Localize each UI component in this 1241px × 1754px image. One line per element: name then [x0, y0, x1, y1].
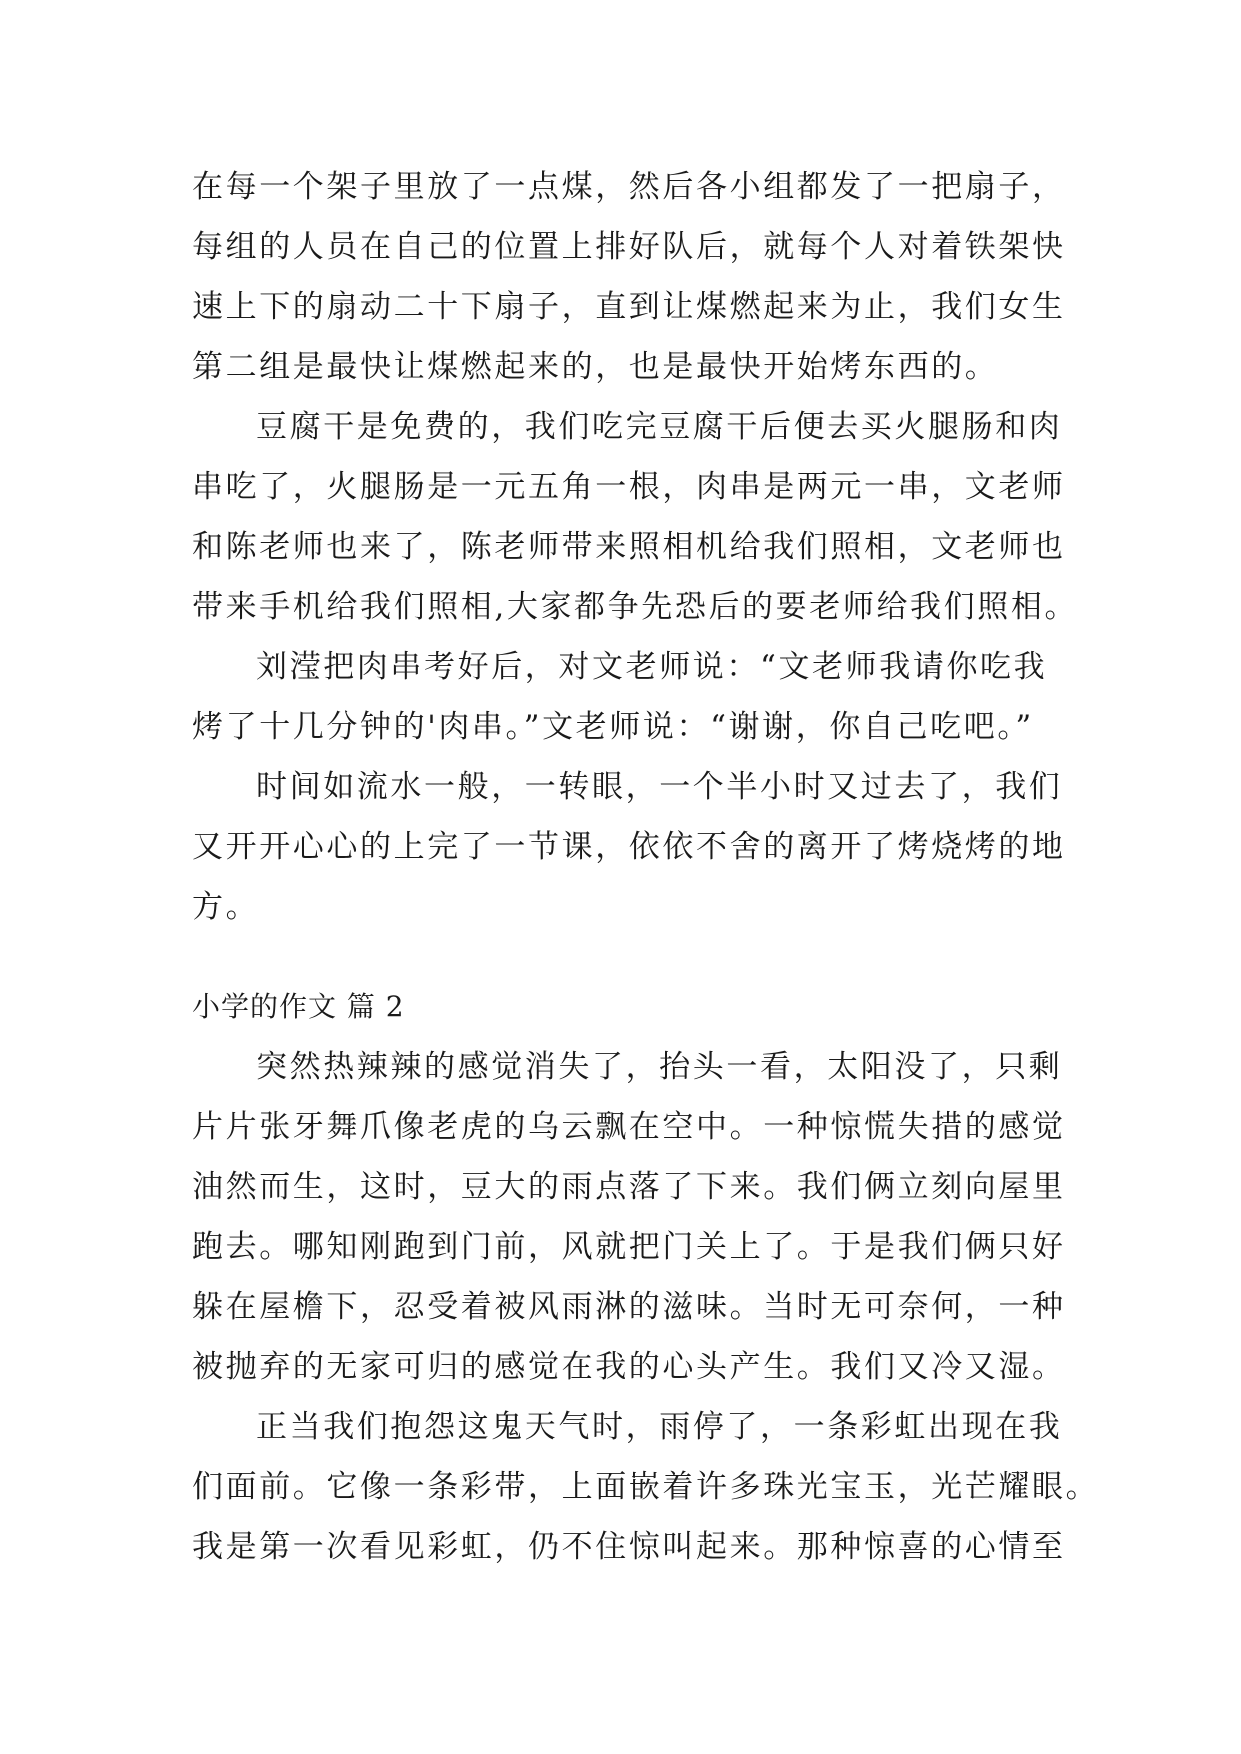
text-line: 在每一个架子里放了一点煤，然后各小组都发了一把扇子， [192, 169, 1066, 205]
text-line: 突然热辣辣的感觉消失了，抬头一看，太阳没了，只剩 [256, 1049, 1063, 1085]
text-line: 和陈老师也来了，陈老师带来照相机给我们照相，文老师也 [192, 529, 1066, 565]
text-line: 刘滢把肉串考好后，对文老师说：“文老师我请你吃我 [256, 649, 1048, 685]
text-line: 又开开心心的上完了一节课，依依不舍的离开了烤烧烤的地 [192, 829, 1066, 865]
text-line: 速上下的扇动二十下扇子，直到让煤燃起来为止，我们女生 [192, 289, 1066, 325]
text-line: 豆腐干是免费的，我们吃完豆腐干后便去买火腿肠和肉 [256, 409, 1063, 445]
text-line: 时间如流水一般，一转眼，一个半小时又过去了，我们 [256, 769, 1063, 805]
text-line: 方。 [192, 889, 260, 925]
text-line: 带来手机给我们照相,大家都争先恐后的要老师给我们照相。 [192, 589, 1079, 625]
text-line: 第二组是最快让煤燃起来的，也是最快开始烤东西的。 [192, 349, 999, 385]
text-line: 正当我们抱怨这鬼天气时，雨停了，一条彩虹出现在我 [256, 1409, 1063, 1445]
section-heading: 小学的作文 篇 2 [192, 990, 405, 1023]
text-line: 油然而生，这时，豆大的雨点落了下来。我们俩立刻向屋里 [192, 1169, 1066, 1205]
text-line: 躲在屋檐下，忍受着被风雨淋的滋味。当时无可奈何，一种 [192, 1289, 1066, 1325]
text-line: 串吃了，火腿肠是一元五角一根，肉串是两元一串，文老师 [192, 469, 1066, 505]
text-line: 跑去。哪知刚跑到门前，风就把门关上了。于是我们俩只好 [192, 1229, 1066, 1265]
text-line: 每组的人员在自己的位置上排好队后，就每个人对着铁架快 [192, 229, 1066, 265]
text-line: 被抛弃的无家可归的感觉在我的心头产生。我们又冷又湿。 [192, 1349, 1066, 1385]
text-line: 烤了十几分钟的'肉串。”文老师说：“谢谢，你自己吃吧。” [192, 709, 1034, 745]
text-line: 我是第一次看见彩虹，仍不住惊叫起来。那种惊喜的心情至 [192, 1529, 1066, 1565]
text-line: 片片张牙舞爪像老虎的乌云飘在空中。一种惊慌失措的感觉 [192, 1109, 1066, 1145]
text-line: 们面前。它像一条彩带，上面嵌着许多珠光宝玉，光芒耀眼。 [192, 1469, 1100, 1505]
